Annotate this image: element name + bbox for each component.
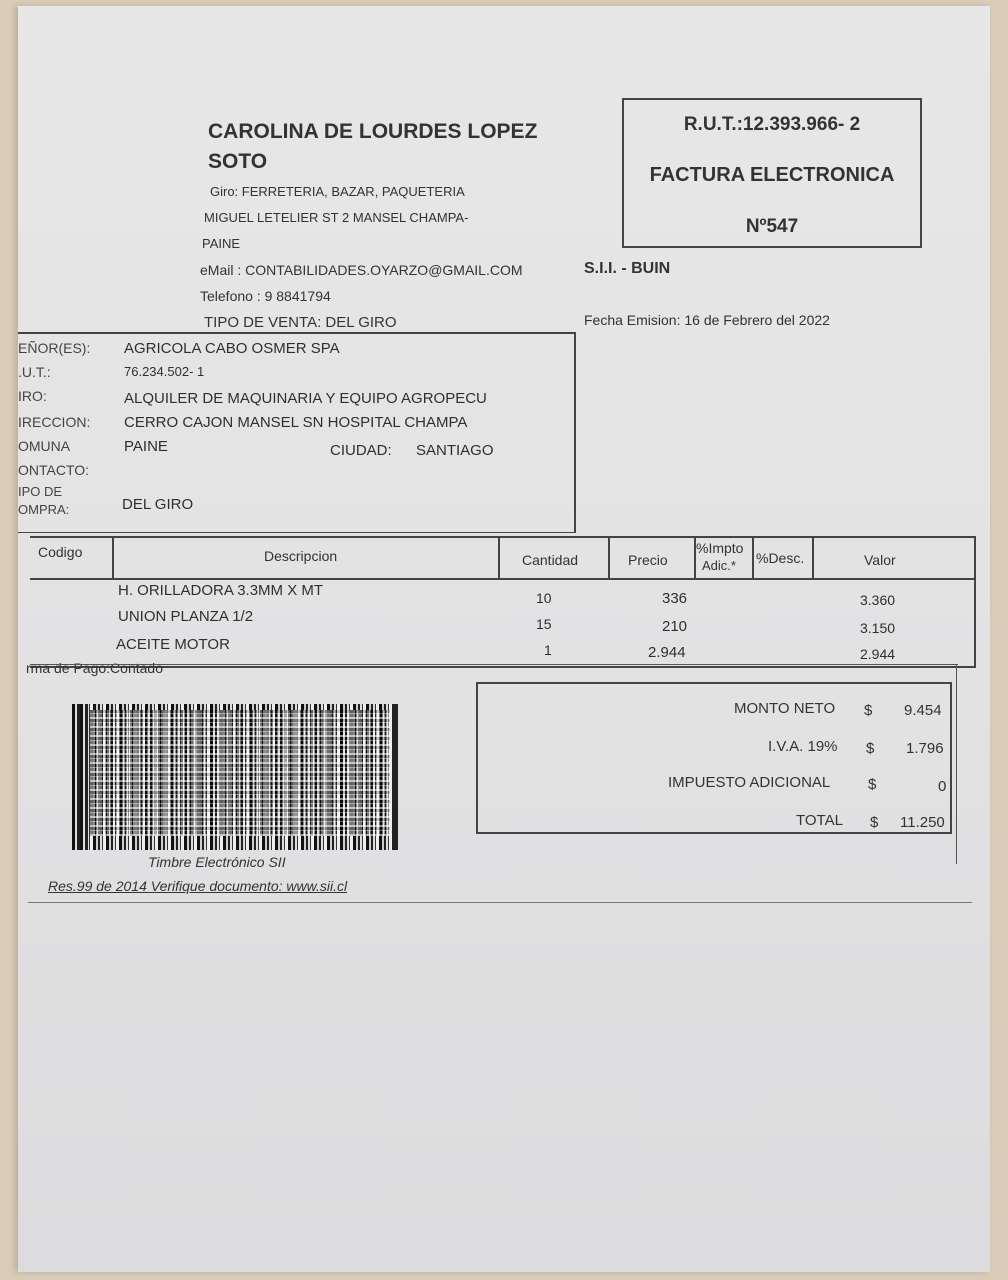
stamp-caption: Timbre Electrónico SII (148, 854, 286, 870)
payment-method: rma de Pago:Contado (26, 660, 163, 676)
client-label-tipo-compra-2: OMPRA: (18, 502, 70, 517)
iva-value: 1.796 (906, 740, 944, 757)
totals-box (476, 682, 952, 834)
section-divider (30, 664, 958, 665)
client-direccion: CERRO CAJON MANSEL SN HOSPITAL CHAMPA (124, 414, 468, 431)
invoice-page (18, 6, 990, 1272)
issuer-address-line2: PAINE (202, 236, 241, 251)
client-label-ciudad: CIUDAD: (330, 442, 392, 459)
client-box (18, 332, 576, 533)
total-value: 11.250 (900, 814, 945, 831)
neto-value: 9.454 (904, 702, 942, 719)
issuer-name-line1: CAROLINA DE LOURDES LOPEZ (208, 120, 538, 143)
issuer-email: eMail : CONTABILIDADES.OYARZO@GMAIL.COM (200, 262, 523, 278)
issuer-phone: Telefono : 9 8841794 (200, 288, 331, 304)
document-type: FACTURA ELECTRONICA (649, 164, 895, 186)
client-comuna: PAINE (124, 438, 168, 455)
items-table: Codigo Descripcion Cantidad Precio %Impto Adic.* %Desc. Valor H. ORILLADORA 3.3MM X MT 10 336 3.360 UNION PLANZA 1/2 15 210 3.150 ACEITE MOTOR 1 2.944 2.944 (30, 536, 976, 668)
client-ciudad: SANTIAGO (416, 442, 494, 459)
issuer-name-line2: SOTO (208, 150, 268, 173)
section-bottom-line (28, 902, 972, 903)
client-giro: ALQUILER DE MAQUINARIA Y EQUIPO AGROPECU (124, 390, 487, 407)
col-descripcion: Descripcion (114, 538, 500, 578)
neto-label: MONTO NETO (734, 700, 836, 717)
impuesto-label: IMPUESTO ADICIONAL (668, 774, 831, 791)
client-label-senores: EÑOR(ES): (18, 340, 91, 356)
col-impto: %Impto Adic.* (696, 538, 754, 578)
issuer-address-line1: MIGUEL LETELIER ST 2 MANSEL CHAMPA- (204, 210, 469, 225)
client-label-comuna: OMUNA (18, 438, 71, 454)
iva-label: I.V.A. 19% (768, 738, 838, 755)
client-rut: 76.234.502- 1 (124, 364, 205, 379)
client-label-tipo-compra-1: IPO DE (18, 484, 63, 499)
col-desc: %Desc. (754, 538, 814, 578)
document-id-box (622, 98, 922, 248)
col-cantidad: Cantidad (500, 538, 610, 578)
client-label-direccion: IRECCION: (18, 414, 91, 430)
electronic-stamp-barcode (72, 704, 398, 850)
issuer-sale-type: TIPO DE VENTA: DEL GIRO (204, 314, 397, 331)
col-precio: Precio (610, 538, 696, 578)
client-tipo-compra: DEL GIRO (122, 496, 194, 513)
client-label-giro: IRO: (18, 388, 47, 404)
stamp-resolution: Res.99 de 2014 Verifique documento: www.sii.cl (48, 878, 348, 894)
document-rut: R.U.T.:12.393.966- 2 (683, 114, 861, 135)
neto-currency: $ (864, 702, 873, 719)
col-codigo: Codigo (30, 538, 114, 578)
section-right-edge (956, 664, 957, 864)
client-label-rut: .U.T.: (18, 364, 51, 380)
total-label: TOTAL (796, 812, 843, 829)
iva-currency: $ (866, 740, 875, 757)
document-number: Nº547 (745, 216, 799, 237)
issuer-giro: Giro: FERRETERIA, BAZAR, PAQUETERIA (210, 184, 465, 199)
table-header-divider (30, 578, 974, 580)
issue-date: Fecha Emision: 16 de Febrero del 2022 (584, 312, 830, 328)
impuesto-value: 0 (938, 778, 947, 795)
client-label-contacto: ONTACTO: (18, 462, 90, 478)
sii-office: S.I.I. - BUIN (584, 260, 671, 277)
col-valor: Valor (864, 552, 896, 568)
client-name: AGRICOLA CABO OSMER SPA (124, 340, 340, 357)
total-currency: $ (870, 814, 879, 831)
impuesto-currency: $ (868, 776, 877, 793)
